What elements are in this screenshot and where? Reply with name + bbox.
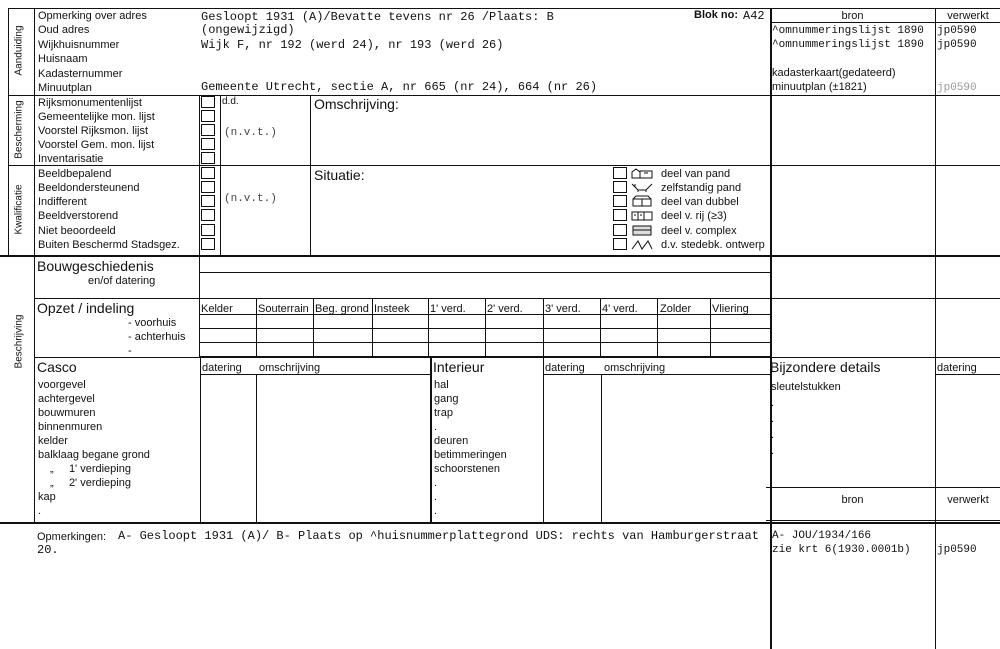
opzet-row-3: - (128, 345, 132, 357)
col-2-verd: 2' verd. (487, 303, 523, 315)
label-niet-beoordeeld: Niet beoordeeld (38, 225, 116, 237)
casco-item: kelder (38, 435, 68, 447)
interieur-omschrijving-header: omschrijving (604, 362, 666, 374)
checkbox-voorstel-gem-mon[interactable] (201, 138, 215, 150)
interieur-heading: Interieur (433, 359, 485, 375)
casco-item: achtergevel (38, 393, 95, 405)
situatie-zelfstandig-pand: zelfstandig pand (661, 182, 742, 194)
col-insteek: Insteek (374, 303, 410, 315)
col-beg-grond: Beg. grond (315, 303, 369, 315)
col-souterrain: Souterrain (258, 303, 309, 315)
bescherming-nvt: (n.v.t.) (224, 127, 277, 139)
casco-item: binnenmuren (38, 421, 103, 433)
checkbox-rijksmonumentenlijst[interactable] (201, 96, 215, 108)
deel-v-complex-icon (630, 224, 654, 236)
section-label-bescherming: Bescherming (13, 100, 25, 159)
interieur-item: trap (434, 407, 453, 419)
checkbox-deel-van-dubbel[interactable] (613, 195, 627, 207)
label-voorstel-gem-mon: Voorstel Gem. mon. lijst (38, 139, 155, 151)
value-minuutplan: Gemeente Utrecht, sectie A, nr 665 (nr 24), 664 (nr 26) (201, 80, 598, 94)
interieur-datering-header: datering (545, 362, 585, 374)
datering-sublabel: en/of datering (88, 275, 156, 287)
verwerkt-row-2: jp0590 (937, 39, 977, 51)
kwalificatie-nvt: (n.v.t.) (224, 193, 277, 205)
opzet-heading: Opzet / indeling (37, 300, 135, 316)
blok-value: A42 (743, 9, 765, 23)
label-beeldbepalend: Beeldbepalend (38, 168, 112, 180)
casco-item: kap (38, 491, 56, 503)
deel-v-rij-icon (630, 209, 654, 221)
dd-label: d.d. (222, 96, 239, 107)
bijzondere-item: . (771, 429, 775, 441)
label-beeldverstorend: Beeldverstorend (38, 210, 119, 222)
section-label-beschrijving: Beschrijving (13, 314, 25, 369)
casco-item: „ 1' verdieping (50, 463, 131, 475)
blok-label: Blok no: (694, 9, 738, 21)
label-beeldondersteunend: Beeldondersteunend (38, 182, 140, 194)
bron-row-1: ^omnummeringslijst 1890 (772, 25, 924, 37)
checkbox-buiten-beschermd[interactable] (201, 238, 215, 250)
value-wijkhuisnummer: Wijk F, nr 192 (werd 24), nr 193 (werd 26) (201, 38, 504, 52)
label-gemeentelijke-mon: Gemeentelijke mon. lijst (38, 111, 155, 123)
checkbox-niet-beoordeeld[interactable] (201, 224, 215, 236)
opmerkingen-label: Opmerkingen: (37, 531, 107, 543)
bijzondere-item: . (771, 413, 775, 425)
opmerkingen-text-2: 20. (37, 543, 59, 557)
situatie-deel-v-complex: deel v. complex (661, 225, 737, 237)
opmerkingen-text-1: A- Gesloopt 1931 (A)/ B- Plaats op ^huisnummerplattegrond UDS: rechts van Hamburgerstraat (118, 529, 759, 543)
checkbox-beeldondersteunend[interactable] (201, 181, 215, 193)
col-zolder: Zolder (660, 303, 692, 315)
label-kadasternummer: Kadasternummer (38, 68, 123, 80)
interieur-item: . (434, 477, 438, 489)
bijzondere-heading: Bijzondere details (770, 359, 881, 375)
label-buiten-beschermd: Buiten Beschermd Stadsgez. (38, 239, 180, 251)
label-voorstel-rijksmon: Voorstel Rijksmon. lijst (38, 125, 149, 137)
opzet-row-achterhuis: - achterhuis (128, 331, 186, 343)
interieur-item: schoorstenen (434, 463, 501, 475)
bron-header: bron (841, 10, 864, 22)
casco-omschrijving-header: omschrijving (259, 362, 321, 374)
interieur-item: deuren (434, 435, 469, 447)
zelfstandig-pand-icon (630, 181, 654, 193)
bijzondere-datering-header: datering (937, 362, 977, 374)
omschrijving-label: Omschrijving: (314, 96, 399, 112)
opzet-row-voorhuis: - voorhuis (128, 317, 177, 329)
checkbox-zelfstandig-pand[interactable] (613, 181, 627, 193)
casco-item: bouwmuren (38, 407, 96, 419)
bijzondere-item: . (771, 445, 775, 457)
deel-van-pand-icon (630, 167, 654, 179)
bron-row-minuutplan: minuutplan (±1821) (772, 81, 867, 93)
interieur-item: gang (434, 393, 459, 405)
bouwgeschiedenis-heading: Bouwgeschiedenis (37, 258, 154, 274)
checkbox-voorstel-rijksmon[interactable] (201, 124, 215, 136)
interieur-item: . (434, 491, 438, 503)
situatie-deel-van-dubbel: deel van dubbel (661, 196, 739, 208)
casco-item: . (38, 505, 42, 517)
label-huisnaam: Huisnaam (38, 53, 88, 65)
casco-heading: Casco (37, 359, 77, 375)
situatie-dv-stedebk: d.v. stedebk. ontwerp (661, 239, 765, 251)
checkbox-beeldbepalend[interactable] (201, 167, 215, 179)
checkbox-indifferent[interactable] (201, 195, 215, 207)
casco-datering-header: datering (202, 362, 242, 374)
dv-stedebk-ontwerp-icon (630, 238, 654, 250)
interieur-item: hal (434, 379, 449, 391)
casco-item: balklaag begane grond (38, 449, 150, 461)
opmerkingen-bron-2: zie krt 6(1930.0001b) (772, 544, 911, 556)
situatie-deel-van-pand: deel van pand (661, 168, 731, 180)
interieur-item: . (434, 505, 438, 517)
label-minuutplan: Minuutplan (38, 82, 92, 94)
interieur-item: betimmeringen (434, 449, 507, 461)
value-oud-adres: (ongewijzigd) (201, 23, 295, 37)
deel-van-dubbel-icon (630, 195, 654, 207)
interieur-item: . (434, 421, 438, 433)
opmerkingen-bron-1: A- JOU/1934/166 (772, 530, 872, 542)
checkbox-deel-van-pand[interactable] (613, 167, 627, 179)
bron-row-2: ^omnummeringslijst 1890 (772, 39, 924, 51)
section-label-kwalificatie: Kwalificatie (13, 184, 25, 235)
verwerkt-footer: verwerkt (947, 494, 989, 506)
situatie-deel-v-rij: deel v. rij (≥3) (661, 210, 727, 222)
bijzondere-item: sleutelstukken (771, 381, 841, 393)
checkbox-beeldverstorend[interactable] (201, 209, 215, 221)
label-indifferent: Indifferent (38, 196, 87, 208)
bron-row-kadaster: kadasterkaart(gedateerd) (772, 67, 896, 79)
label-oud-adres: Oud adres (38, 24, 90, 36)
bron-footer: bron (841, 494, 864, 506)
verwerkt-row-1: jp0590 (937, 25, 977, 37)
casco-item: „ 2' verdieping (50, 477, 131, 489)
col-4-verd: 4' verd. (602, 303, 638, 315)
col-1-verd: 1' verd. (430, 303, 466, 315)
casco-item: voorgevel (38, 379, 86, 391)
label-opmerking-adres: Opmerking over adres (38, 10, 147, 22)
label-wijkhuisnummer: Wijkhuisnummer (38, 39, 120, 51)
checkbox-gemeentelijke-mon[interactable] (201, 110, 215, 122)
col-vliering: Vliering (712, 303, 749, 315)
col-kelder: Kelder (201, 303, 233, 315)
value-opmerking: Gesloopt 1931 (A)/Bevatte tevens nr 26 /Plaats: B (201, 10, 554, 24)
verwerkt-row-minuutplan: jp0590 (937, 82, 977, 94)
checkbox-deel-v-rij[interactable] (613, 209, 627, 221)
label-rijksmonumentenlijst: Rijksmonumentenlijst (38, 97, 142, 109)
situatie-label: Situatie: (314, 167, 365, 183)
checkbox-dv-stedebk[interactable] (613, 238, 627, 250)
checkbox-inventarisatie[interactable] (201, 152, 215, 164)
section-label-aanduiding: Aanduiding (13, 25, 25, 76)
verwerkt-header: verwerkt (947, 10, 989, 22)
label-inventarisatie: Inventarisatie (38, 153, 104, 165)
checkbox-deel-v-complex[interactable] (613, 224, 627, 236)
bijzondere-item: . (771, 397, 775, 409)
opmerkingen-verwerkt: jp0590 (937, 544, 977, 556)
col-3-verd: 3' verd. (545, 303, 581, 315)
